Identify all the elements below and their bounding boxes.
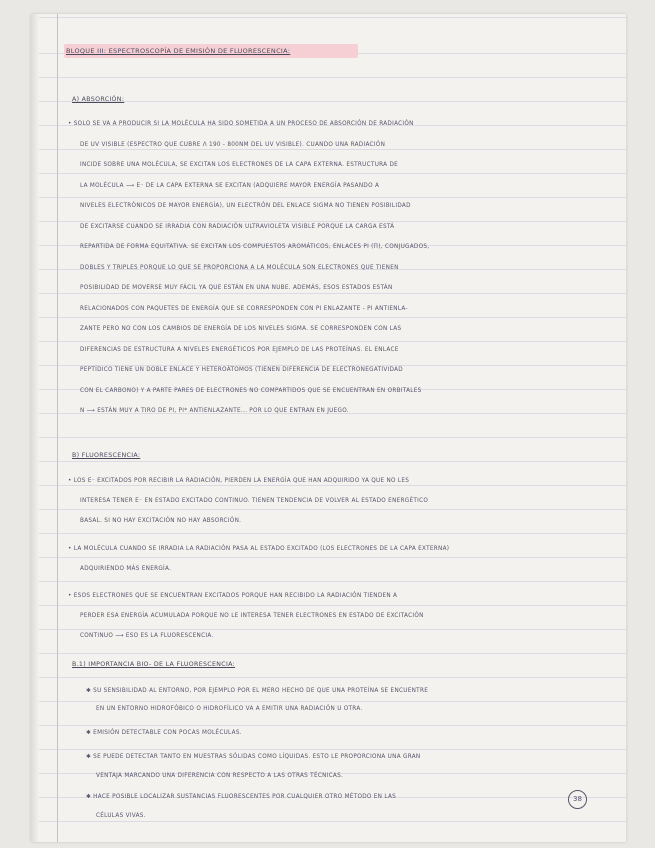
section-b-line: • ESOS ELECTRONES QUE SE ENCUENTRAN EXCITADOS PORQUE HAN RECIBIDO LA RADIACIÓN TIENDEN A <box>68 593 398 599</box>
section-b1-item-line: ✱ HACE POSIBLE LOCALIZAR SUSTANCIAS FLUORESCENTES POR CUALQUIER OTRO MÉTODO EN LAS <box>86 794 397 800</box>
section-b1-item-line: ✱ SU SENSIBILIDAD AL ENTORNO, POR EJEMPLO POR EL MERO HECHO DE QUE UNA PROTEÍNA SE ENCUENTRE <box>86 688 429 694</box>
section-a-line: DE UV VISIBLE (ESPECTRO QUE CUBRE Λ 190 - 800NM DEL UV VISIBLE). CUANDO UNA RADIACIÓN <box>80 142 386 148</box>
section-b-line: CONTINUO ⟶ ESO ES LA FLUORESCENCIA. <box>80 633 214 639</box>
section-a-line: • SOLO SE VA A PRODUCIR SI LA MOLÉCULA HA SIDO SOMETIDA A UN PROCESO DE ABSORCIÓN DE RADIACIÓN <box>68 121 414 127</box>
section-a-line: INCIDE SOBRE UNA MOLÉCULA, SE EXCITAN LOS ELECTRONES DE LA CAPA EXTERNA. ESTRUCTURA DE <box>80 162 399 168</box>
section-b1-item-line: CÉLULAS VIVAS. <box>96 813 146 819</box>
margin-line <box>57 14 58 842</box>
section-b-line: • LOS E⁻ EXCITADOS POR RECIBIR LA RADIACIÓN, PIERDEN LA ENERGÍA QUE HAN ADQUIRIDO YA QUE NO LES <box>68 478 410 484</box>
section-b-line: ADQUIRIENDO MÁS ENERGÍA. <box>80 566 172 572</box>
section-a-line: NIVELES ELECTRÓNICOS DE MAYOR ENERGÍA), UN ELECTRÓN DEL ENLACE SIGMA NO TIENEN POSIBILIDAD <box>80 203 411 209</box>
section-b-line: • LA MOLÉCULA CUANDO SE IRRADIA LA RADIACIÓN PASA AL ESTADO EXCITADO (LOS ELECTRONES DE LA CAPA EXTERNA) <box>68 546 450 552</box>
section-a-line: CON EL CARBONO) Y A PARTE PARES DE ELECTRONES NO COMPARTIDOS QUE SE ENCUENTRAN EN ORBITALES <box>80 388 422 394</box>
page-title: BLOQUE III: ESPECTROSCOPÍA DE EMISIÓN DE FLUORESCENCIA: <box>66 47 291 55</box>
section-b-heading: B) FLUORESCENCIA: <box>72 452 141 459</box>
section-b1-heading: B.1) IMPORTANCIA BIO- DE LA FLUORESCENCIA: <box>72 661 236 668</box>
section-a-line: POSIBILIDAD DE MOVERSE MUY FÁCIL YA QUE ESTÁN EN UNA NUBE. ADEMÁS, ESOS ESTADOS ESTÁN <box>80 285 393 291</box>
section-a-line: N ⟶ ESTÁN MUY A TIRO DE PI, PI* ANTIENLAZANTE... POR LO QUE ENTRAN EN JUEGO. <box>80 408 349 414</box>
section-a-line: REPARTIDA DE FORMA EQUITATIVA. SE EXCITAN LOS COMPUESTOS AROMÁTICOS, ENLACES PI (Π), CONJUGADOS, <box>80 244 430 250</box>
section-b-line: PERDER ESA ENERGÍA ACUMULADA PORQUE NO LE INTERESA TENER ELECTRONES EN ESTADO DE EXCITACIÓN <box>80 613 424 619</box>
section-a-line: PEPTÍDICO TIENE UN DOBLE ENLACE Y HETEROÁTOMOS (TIENEN DIFERENCIA DE ELECTRONEGATIVIDAD <box>80 367 403 373</box>
section-a-line: RELACIONADOS CON PAQUETES DE ENERGÍA QUE SE CORRESPONDEN CON PI ENLAZANTE - PI ANTIENLA- <box>80 306 408 312</box>
section-a-line: DOBLES Y TRIPLES PORQUE LO QUE SE PROPORCIONA A LA MOLÉCULA SON ELECTRONES QUE TIENEN <box>80 265 399 271</box>
section-b1-item-line: ✱ SE PUEDE DETECTAR TANTO EN MUESTRAS SÓLIDAS COMO LÍQUIDAS. ESTO LE PROPORCIONA UNA GRAN <box>86 754 421 760</box>
section-a-line: ZANTE PERO NO CON LOS CAMBIOS DE ENERGÍA DE LOS NIVELES SIGMA. SE CORRESPONDEN CON LAS <box>80 326 402 332</box>
section-a-heading: A) ABSORCIÓN: <box>72 96 125 103</box>
section-b1-item-line: VENTAJA MARCANDO UNA DIFERENCIA CON RESPECTO A LAS OTRAS TÉCNICAS. <box>96 773 344 779</box>
notebook-page <box>31 14 626 842</box>
section-b-line: BASAL. SI NO HAY EXCITACIÓN NO HAY ABSORCIÓN. <box>80 518 242 524</box>
page-binding-edge <box>31 14 39 842</box>
section-a-line: DIFERENCIAS DE ESTRUCTURA A NIVELES ENERGÉTICOS POR EJEMPLO DE LAS PROTEÍNAS. EL ENLACE <box>80 347 399 353</box>
page-number: 38 <box>568 790 587 809</box>
section-b1-item-line: ✱ EMISIÓN DETECTABLE CON POCAS MOLÉCULAS. <box>86 730 242 736</box>
section-a-line: DE EXCITARSE CUANDO SE IRRADIA CON RADIACIÓN ULTRAVIOLETA VISIBLE PORQUE LA CARGA ESTÁ <box>80 224 395 230</box>
section-b1-item-line: EN UN ENTORNO HIDROFÓBICO O HIDROFÍLICO VA A EMITIR UNA RADIACIÓN U OTRA. <box>96 706 363 712</box>
section-a-line: LA MOLÉCULA ⟶ E⁻ DE LA CAPA EXTERNA SE EXCITAN (ADQUIERE MAYOR ENERGÍA PASANDO A <box>80 183 380 189</box>
section-b-line: INTERESA TENER E⁻ EN ESTADO EXCITADO CONTINUO. TIENEN TENDENCIA DE VOLVER AL ESTADO ENERGÉTICO <box>80 498 429 504</box>
